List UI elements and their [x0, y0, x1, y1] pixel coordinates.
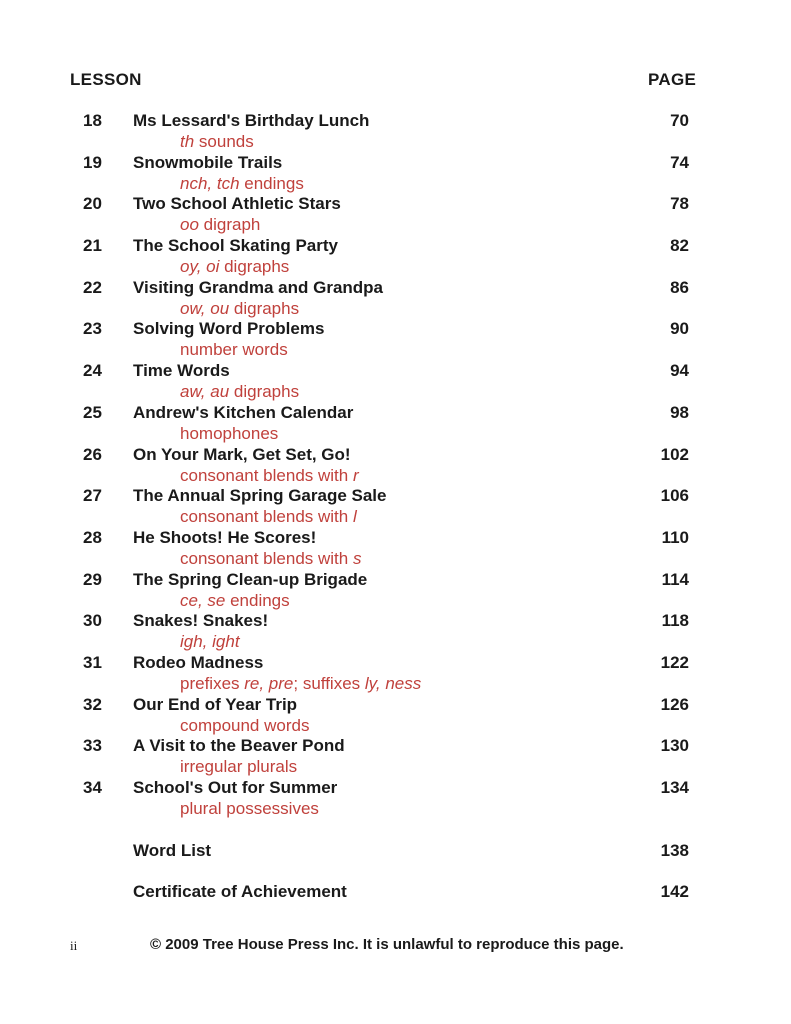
lesson-title: Visiting Grandma and Grandpa	[133, 277, 384, 297]
lesson-number: 27	[83, 486, 102, 506]
lesson-number: 33	[83, 736, 102, 756]
topic-segment: s	[352, 548, 362, 568]
lesson-page-number: 82	[670, 236, 689, 256]
lesson-page-number: 74	[670, 152, 689, 172]
lesson-topic	[180, 632, 240, 652]
lesson-title: Andrew's Kitchen Calendar	[133, 402, 354, 422]
topic-segment: plural possessives	[180, 799, 319, 818]
lesson-topic	[180, 466, 359, 486]
topic-segment: sounds	[194, 132, 254, 151]
lesson-topic	[180, 757, 297, 777]
lesson-topic	[180, 174, 304, 194]
lesson-number: 26	[83, 444, 102, 464]
lesson-page-number: 114	[661, 569, 689, 589]
lesson-page-number: 126	[660, 694, 689, 714]
lesson-title: Two School Athletic Stars	[133, 194, 341, 214]
lesson-page-number: 78	[670, 194, 689, 214]
lesson-entry	[0, 278, 791, 320]
topic-segment: ce, se	[180, 590, 226, 610]
lesson-number: 30	[83, 611, 102, 631]
lesson-title: A Visit to the Beaver Pond	[133, 736, 345, 756]
lesson-number: 29	[83, 569, 102, 589]
lesson-topic	[180, 299, 299, 319]
lesson-topic	[180, 382, 299, 402]
lesson-entry	[0, 695, 791, 737]
lesson-list	[0, 111, 791, 820]
extra-page-number: 138	[660, 841, 689, 860]
lesson-number: 34	[83, 778, 102, 797]
topic-segment: th	[180, 132, 195, 151]
lesson-number: 21	[83, 236, 102, 256]
topic-segment: oo	[180, 215, 199, 235]
lesson-topic	[180, 507, 357, 527]
topic-segment: homophones	[180, 423, 279, 443]
lesson-page-number: 122	[660, 652, 689, 672]
topic-segment: re, pre	[244, 673, 294, 693]
extra-entry-word-list	[0, 841, 791, 865]
topic-segment: oy, oi	[180, 257, 220, 277]
topic-segment: endings	[239, 173, 304, 193]
lesson-entry	[0, 319, 791, 361]
lesson-entry	[0, 611, 791, 653]
lesson-number: 24	[83, 361, 102, 381]
extra-page-number: 142	[660, 882, 689, 901]
lesson-topic	[180, 215, 260, 235]
lesson-column-header: LESSON	[70, 70, 142, 89]
lesson-number: 22	[83, 277, 102, 297]
lesson-page-number: 94	[670, 361, 689, 381]
lesson-title: Snakes! Snakes!	[133, 611, 269, 631]
lesson-page-number: 118	[661, 611, 689, 631]
lesson-page-number: 86	[670, 277, 689, 297]
lesson-page-number: 90	[670, 319, 689, 339]
lesson-page-number: 98	[670, 402, 689, 422]
lesson-topic	[180, 674, 421, 694]
lesson-title: Rodeo Madness	[133, 652, 264, 672]
topic-segment: number words	[180, 340, 288, 360]
lesson-entry	[0, 153, 791, 195]
lesson-entry	[0, 778, 791, 820]
topic-segment: consonant blends with	[180, 548, 353, 568]
lesson-title: Snowmobile Trails	[133, 152, 283, 172]
extra-title: Certificate of Achievement	[133, 882, 347, 901]
lesson-title: The Annual Spring Garage Sale	[133, 486, 387, 506]
lesson-entry	[0, 570, 791, 612]
topic-segment: consonant blends with	[180, 507, 353, 527]
lesson-entry	[0, 194, 791, 236]
lesson-page-number: 130	[660, 736, 689, 756]
lesson-entry	[0, 236, 791, 278]
lesson-title: The School Skating Party	[133, 236, 338, 256]
topic-segment: consonant blends with	[180, 465, 353, 485]
lesson-number: 23	[83, 319, 102, 339]
extra-entry-certificate	[0, 882, 791, 906]
lesson-title: Our End of Year Trip	[133, 694, 298, 714]
lesson-number: 19	[83, 152, 102, 172]
topic-segment: digraph	[198, 215, 261, 235]
lesson-title: Solving Word Problems	[133, 319, 325, 339]
copyright-notice: © 2009 Tree House Press Inc. It is unlawful to reproduce this page.	[150, 936, 624, 953]
lesson-title: The Spring Clean-up Brigade	[133, 569, 368, 589]
topic-segment: ly, ness	[364, 673, 422, 693]
topic-segment: compound words	[180, 715, 310, 735]
topic-segment: aw, au	[180, 382, 230, 402]
lesson-entry	[0, 736, 791, 778]
lesson-title: Time Words	[133, 361, 230, 381]
lesson-number: 31	[83, 652, 102, 672]
topic-segment: r	[352, 465, 359, 485]
lesson-entry	[0, 361, 791, 403]
topic-segment: irregular plurals	[180, 757, 298, 777]
lesson-title: Ms Lessard's Birthday Lunch	[133, 111, 370, 130]
lesson-topic	[180, 257, 289, 277]
lesson-page-number: 110	[661, 527, 689, 547]
topic-segment: l	[352, 507, 357, 527]
topic-segment: igh, ight	[180, 632, 240, 652]
lesson-page-number: 102	[660, 444, 689, 464]
topic-segment: digraphs	[229, 298, 300, 318]
lesson-topic	[180, 340, 288, 360]
page-column-header: PAGE	[648, 70, 697, 89]
page-number-roman: ii	[70, 938, 78, 953]
lesson-title: On Your Mark, Get Set, Go!	[133, 444, 351, 464]
lesson-entry	[0, 486, 791, 528]
lesson-page-number: 106	[660, 486, 689, 506]
lesson-entry	[0, 528, 791, 570]
topic-segment: prefixes	[180, 673, 245, 693]
lesson-title: School's Out for Summer	[133, 778, 338, 797]
extra-title: Word List	[133, 841, 212, 860]
lesson-entry	[0, 445, 791, 487]
lesson-number: 32	[83, 694, 102, 714]
lesson-number: 28	[83, 527, 102, 547]
topic-segment: endings	[225, 590, 290, 610]
lesson-topic	[180, 132, 254, 152]
lesson-page-number: 70	[670, 111, 689, 130]
topic-segment: ; suffixes	[293, 673, 365, 693]
lesson-entry	[0, 653, 791, 695]
lesson-number: 20	[83, 194, 102, 214]
lesson-topic	[180, 591, 290, 611]
topic-segment: ow, ou	[180, 298, 230, 318]
lesson-number: 18	[83, 111, 102, 130]
topic-segment: nch, tch	[180, 173, 240, 193]
lesson-number: 25	[83, 402, 102, 422]
lesson-topic	[180, 549, 361, 569]
lesson-title: He Shoots! He Scores!	[133, 527, 317, 547]
lesson-topic	[180, 799, 319, 819]
lesson-entry	[0, 111, 791, 153]
lesson-page-number: 134	[660, 778, 689, 797]
lesson-topic	[180, 424, 278, 444]
topic-segment: digraphs	[229, 382, 300, 402]
lesson-topic	[180, 716, 309, 736]
topic-segment: digraphs	[219, 257, 290, 277]
lesson-entry	[0, 403, 791, 445]
